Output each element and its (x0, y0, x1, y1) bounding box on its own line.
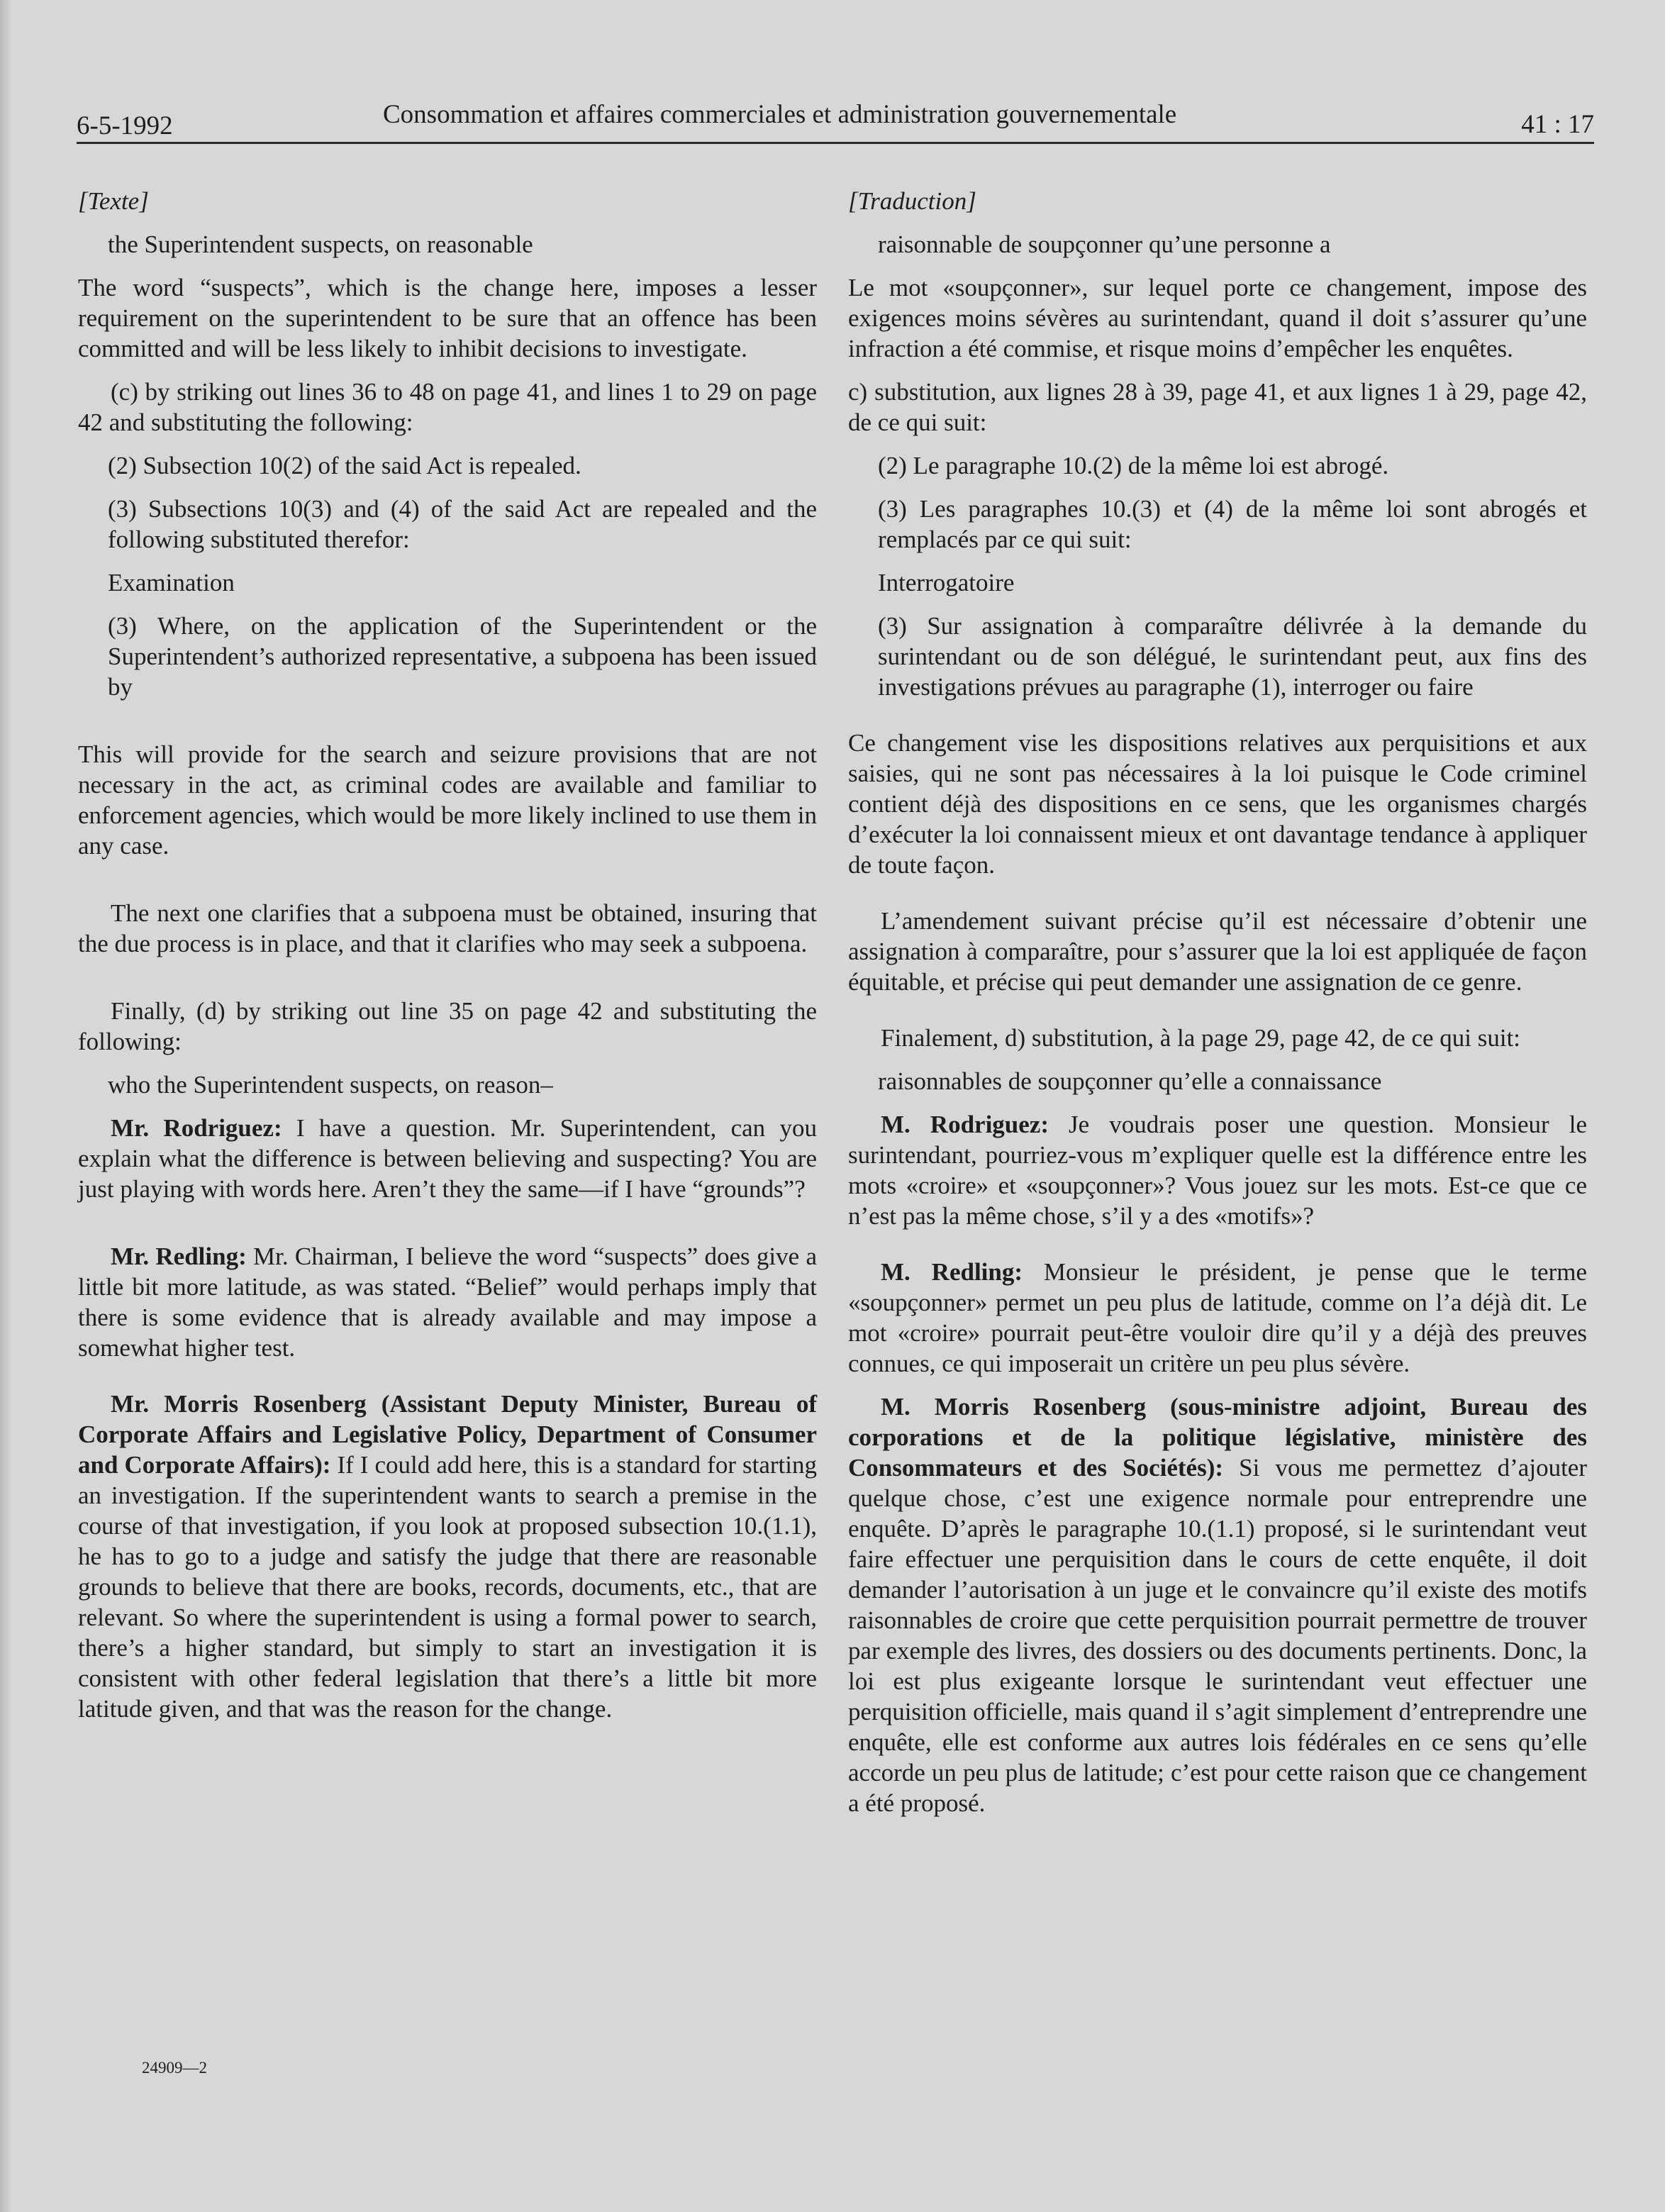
page-header (77, 99, 1594, 145)
paragraph: L’amendement suivant précise qu’il est nécessaire d’obtenir une assignation à comparaître, pour s’assurer que la loi est appliquée de façon équitable, et précise qui peut demander une assignation de ce genre. (848, 907, 1587, 996)
speaker-text: Je voudrais poser une question. Monsieur le surintendant, pourriez-vous m’expliquer quelle est la différence entre les mots «croire» et «soupçonner»? Vous jouez sur les mots. Est-ce que ce n’est pas la même chose, s’il y a des «motifs»? (848, 1111, 1587, 1230)
paragraph: The word “suspects”, which is the change here, imposes a lesser requirement on the superintendent to be sure that an offence has been committed and will be less likely to inhibit decisions to investigate. (78, 274, 817, 362)
speaker-text: Si vous me permettez d’ajouter quelque chose, c’est une exigence normale pour entreprendre une enquête. D’après le paragraphe 10.(1.1) proposé, si le surintendant veut faire effectuer une perquisition dans le cours de cette enquête, il doit demander l’autorisation à un juge et le convaincre qu’il existe des motifs raisonnables de croire que cette perquisition pourrait permettre de trouver par exemple des livres, des dossiers ou des documents pertinents. Donc, la loi est plus exigeante lorsque le surintendant veut effectuer une perquisition officielle, mais quand il s’agit simplement d’entreprendre une enquête, elle est conforme aux autres lois fédérales en ce sens qu’elle accorde un peu plus de latitude; c’est pour cette raison que ce changement a été proposé. (848, 1454, 1587, 1817)
paragraph: Le mot «soupçonner», sur lequel porte ce changement, impose des exigences moins sévères au surintendant, quand il doit s’assurer qu’une infraction a été commise, et risque moins d’empêcher les enquêtes. (848, 274, 1587, 362)
english-column (78, 186, 817, 1737)
speaker-paragraph (78, 1241, 817, 1363)
speaker-text: I have a question. Mr. Superintendent, can you explain what the difference is between believing and suspecting? You are just playing with words here. Aren’t they the same—if I have “grounds”? (78, 1114, 817, 1203)
header-date: 6-5-1992 (77, 111, 173, 140)
paragraph: (c) by striking out lines 36 to 48 on page 41, and lines 1 to 29 on page 42 and substituting the following: (78, 378, 817, 436)
speaker-paragraph (848, 1109, 1587, 1231)
section-tag-traduction: [Traduction] (848, 187, 976, 215)
header-title: Consommation et affaires commerciales et administration gouvernementale (383, 100, 1177, 129)
quoted-amendment-line: (3) Les paragraphes 10.(3) et (4) de la même loi sont abrogés et remplacés par ce qui suit: (878, 495, 1587, 553)
speaker-name: M. Morris Rosenberg (sous-ministre adjoint, Bureau des corporations et de la politique législative, ministère des Consommateurs et des Sociétés): (848, 1393, 1587, 1482)
speaker-name: Mr. Redling: (111, 1243, 247, 1270)
section-tag-texte: [Texte] (78, 187, 149, 215)
quoted-amendment-line: (2) Subsection 10(2) of the said Act is repealed. (108, 452, 581, 479)
speaker-name: Mr. Morris Rosenberg (Assistant Deputy Minister, Bureau of Corporate Affairs and Legislative Policy, Department of Consumer and Corporate Affairs): (78, 1390, 817, 1479)
quoted-amendment-heading: Interrogatoire (878, 569, 1015, 596)
quoted-amendment-line: (3) Sur assignation à comparaître délivrée à la demande du surintendant ou de son délégué, le surintendant peut, aux fins des investigations prévues au paragraphe (1), interroger ou faire (878, 612, 1587, 701)
quoted-amendment-line: raisonnables de soupçonner qu’elle a connaissance (878, 1067, 1382, 1095)
quoted-amendment-heading: Examination (108, 569, 235, 596)
french-column (848, 186, 1587, 1831)
speaker-paragraph (848, 1391, 1587, 1818)
speaker-paragraph (78, 1389, 817, 1724)
speaker-text: Mr. Chairman, I believe the word “suspects” does give a little bit more latitude, as was stated. “Belief” would perhaps imply that there is some evidence that is already available and may impose a somewhat higher test. (78, 1243, 817, 1362)
speaker-text: If I could add here, this is a standard for starting an investigation. If the superintendent wants to search a premise in the course of that investigation, if you look at proposed subsection 10.(1.1), he has to go to a judge and satisfy the judge that there are reasonable grounds to believe that there are books, records, documents, etc., that are relevant. So where the superintendent is using a formal power to search, there’s a higher standard, but simply to start an investigation it is consistent with other federal legislation that there’s a little bit more latitude given, and that was the reason for the change. (78, 1451, 818, 1723)
speaker-name: M. Rodriguez: (881, 1111, 1049, 1138)
paragraph: c) substitution, aux lignes 28 à 39, page 41, et aux lignes 1 à 29, page 42, de ce qui suit: (848, 378, 1587, 436)
paragraph: Finalement, d) substitution, à la page 29, page 42, de ce qui suit: (881, 1024, 1521, 1052)
quoted-amendment-line: who the Superintendent suspects, on reason– (108, 1071, 553, 1099)
speaker-paragraph (78, 1113, 817, 1204)
header-page-number: 41 : 17 (1521, 110, 1594, 139)
speaker-name: M. Redling: (881, 1258, 1023, 1286)
paragraph: Ce changement vise les dispositions relatives aux perquisitions et aux saisies, qui ne sont pas nécessaires à la loi puisque le Code criminel contient déjà des dispositions en ce sens, que les organismes chargés d’exécuter la loi connaissent mieux et ont davantage tendance à appliquer de toute façon. (848, 729, 1587, 879)
speaker-name: Mr. Rodriguez: (111, 1114, 282, 1142)
paragraph: The next one clarifies that a subpoena must be obtained, insuring that the due process is in place, and that it clarifies who may seek a subpoena. (78, 899, 817, 957)
quoted-amendment-line: (3) Where, on the application of the Superintendent or the Superintendent’s authorized representative, a subpoena has been issued by (108, 612, 817, 701)
quoted-amendment-line: (3) Subsections 10(3) and (4) of the said Act are repealed and the following substituted therefor: (108, 495, 817, 553)
quoted-amendment-line: raisonnable de soupçonner qu’une personne a (878, 230, 1331, 258)
footer-print-code: 24909—2 (142, 2059, 207, 2077)
paragraph: Finally, (d) by striking out line 35 on page 42 and substituting the following: (78, 997, 817, 1055)
quoted-amendment-line: the Superintendent suspects, on reasonable (108, 230, 533, 258)
header-rule (77, 142, 1594, 144)
page-edge-shadow (0, 0, 11, 2212)
quoted-amendment-line: (2) Le paragraphe 10.(2) de la même loi est abrogé. (878, 452, 1389, 479)
speaker-text: Monsieur le président, je pense que le terme «soupçonner» permet un peu plus de latitude, comme on l’a déjà dit. Le mot «croire» pourrait peut-être vouloir dire qu’il y a déjà des preuves connues, ce qui imposerait un critère un peu plus sévère. (848, 1258, 1588, 1377)
paragraph: This will provide for the search and seizure provisions that are not necessary in the act, as criminal codes are available and familiar to enforcement agencies, which would be more likely inclined to use them in any case. (78, 740, 817, 860)
speaker-paragraph (848, 1257, 1587, 1379)
